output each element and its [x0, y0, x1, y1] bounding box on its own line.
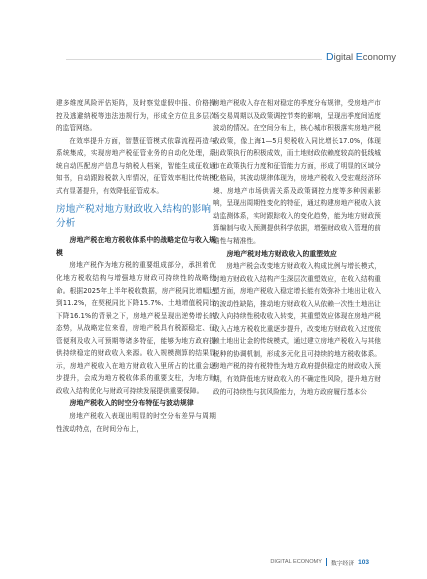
- page-number: 103: [358, 558, 369, 566]
- paragraph: 房地产税作为地方税的重要组成部分，承担着优化地方税收结构与增强地方财政可持续性的战略使命。根据2025年上半年税收数据，房产税同比增幅达到11.2%，在契税同比下降15.7%、土地增值税同比下降16.1%的背景之下，房地产税呈现出逆势增长的态势，从战略定位来看，房地产税具有税源稳定、征管便利及收入可预期等诸多特征，能够为地方政府提供持续稳定的财政收入来源。收入规模测算的结果显示，房地产税收入在地方财政收入里所占的比重会逐步提升，会成为地方税收体系的重要支柱，为地方财政收入结构优化与财政可持续发展提供重要保障。: [56, 261, 216, 395]
- header-rule: [66, 59, 322, 60]
- right-column: [213, 97, 381, 398]
- subsection-heading: 房地产税在地方税收体系中的战略定位与收入规模: [56, 236, 216, 257]
- paragraph: 建多维度风险评估矩阵，及时察觉虚假申报、价格操控及逃避纳税等违法违规行为，形成全方位且多层次的监管网络。: [56, 99, 216, 133]
- subsection-heading: 房地产税收入的时空分布特征与波动规律: [69, 399, 194, 408]
- header-cap-e: E: [355, 51, 363, 63]
- footer-separator: [326, 558, 327, 566]
- paragraph: 房地产税会改变地方财政收入构成比例与增长模式，对地方财政收入结构产生深层次重塑效应，在收入结构重塑方面，房地产税收入稳定增长能有效弥补土地出让收入的波动性缺陷，推动地方财政收入从依赖一次性土地出让收入向持续性税收收入转变，其重塑效应体现在房地产税收入占地方税收比重逐步提升，改变地方财政收入过度依赖土地出让金的传统模式，通过建立房地产税收入与其他税种的协调机制，形成多元化且可持续的地方税收体系。房地产税的持有税特性为地方政府提供稳定的财政收入预期，有效降低地方财政收入的不确定性风险，提升地方财政的可持续性与抗风险能力，为地方政府履行基本公: [213, 262, 381, 396]
- footer-journal-en: DIGITAL ECONOMY: [270, 559, 322, 565]
- paragraph: 在效率提升方面，智慧征管模式依靠流程再造与系统集成，实现房地产税征管业务的自动化处理，系统自动匹配房产信息与纳税人档案，智能生成征收通知书，自动跟踪税款入库情况，征管效率相比传统模式有显著提升，有效降低征管成本。: [56, 136, 216, 195]
- header-cap-d: D: [326, 51, 334, 63]
- header-rest-2: conomy: [362, 52, 397, 63]
- section-heading: 房地产税对地方财政收入结构的影响分析: [56, 204, 212, 229]
- page-footer: [0, 556, 427, 568]
- paragraph: 房地产税收入表现出明显的时空分布差异与周期性波动特点，在时间分布上，: [56, 412, 216, 433]
- footer-journal-tag: [270, 556, 369, 568]
- paragraph: 房地产税收入存在相对稳定的季度分布规律，受房地产市场交易周期以及政策调控节奏的影响，呈现出季度间适度波动的情况。在空间分布上，核心城市积极落实房地产税收政策，像上海1—5月契税收入同比增长17.0%，体现出政策执行的积极成效，而土地财政依赖度较高的低线城市在政策执行力度和征管能力方面，形成了明显的区域分化格局，其波动规律体现为，房地产税收入受宏观经济环境、房地产市场供需关系及政策调控力度等多种因素影响，呈现出周期性变化的特征，通过构建房地产税收入波动监测体系，实时跟踪收入的变化趋势，能为地方财政预算编制与收入预测提供科学依据，增强财政收入管理的前瞻性与精准性。: [213, 99, 381, 246]
- left-column: [56, 97, 216, 435]
- journal-header-title: [326, 51, 422, 63]
- header-rest-1: igital: [333, 52, 356, 63]
- subsection-heading: 房地产税对地方财政收入的重塑效应: [226, 249, 337, 258]
- footer-journal-cn: 数字经济: [330, 560, 355, 567]
